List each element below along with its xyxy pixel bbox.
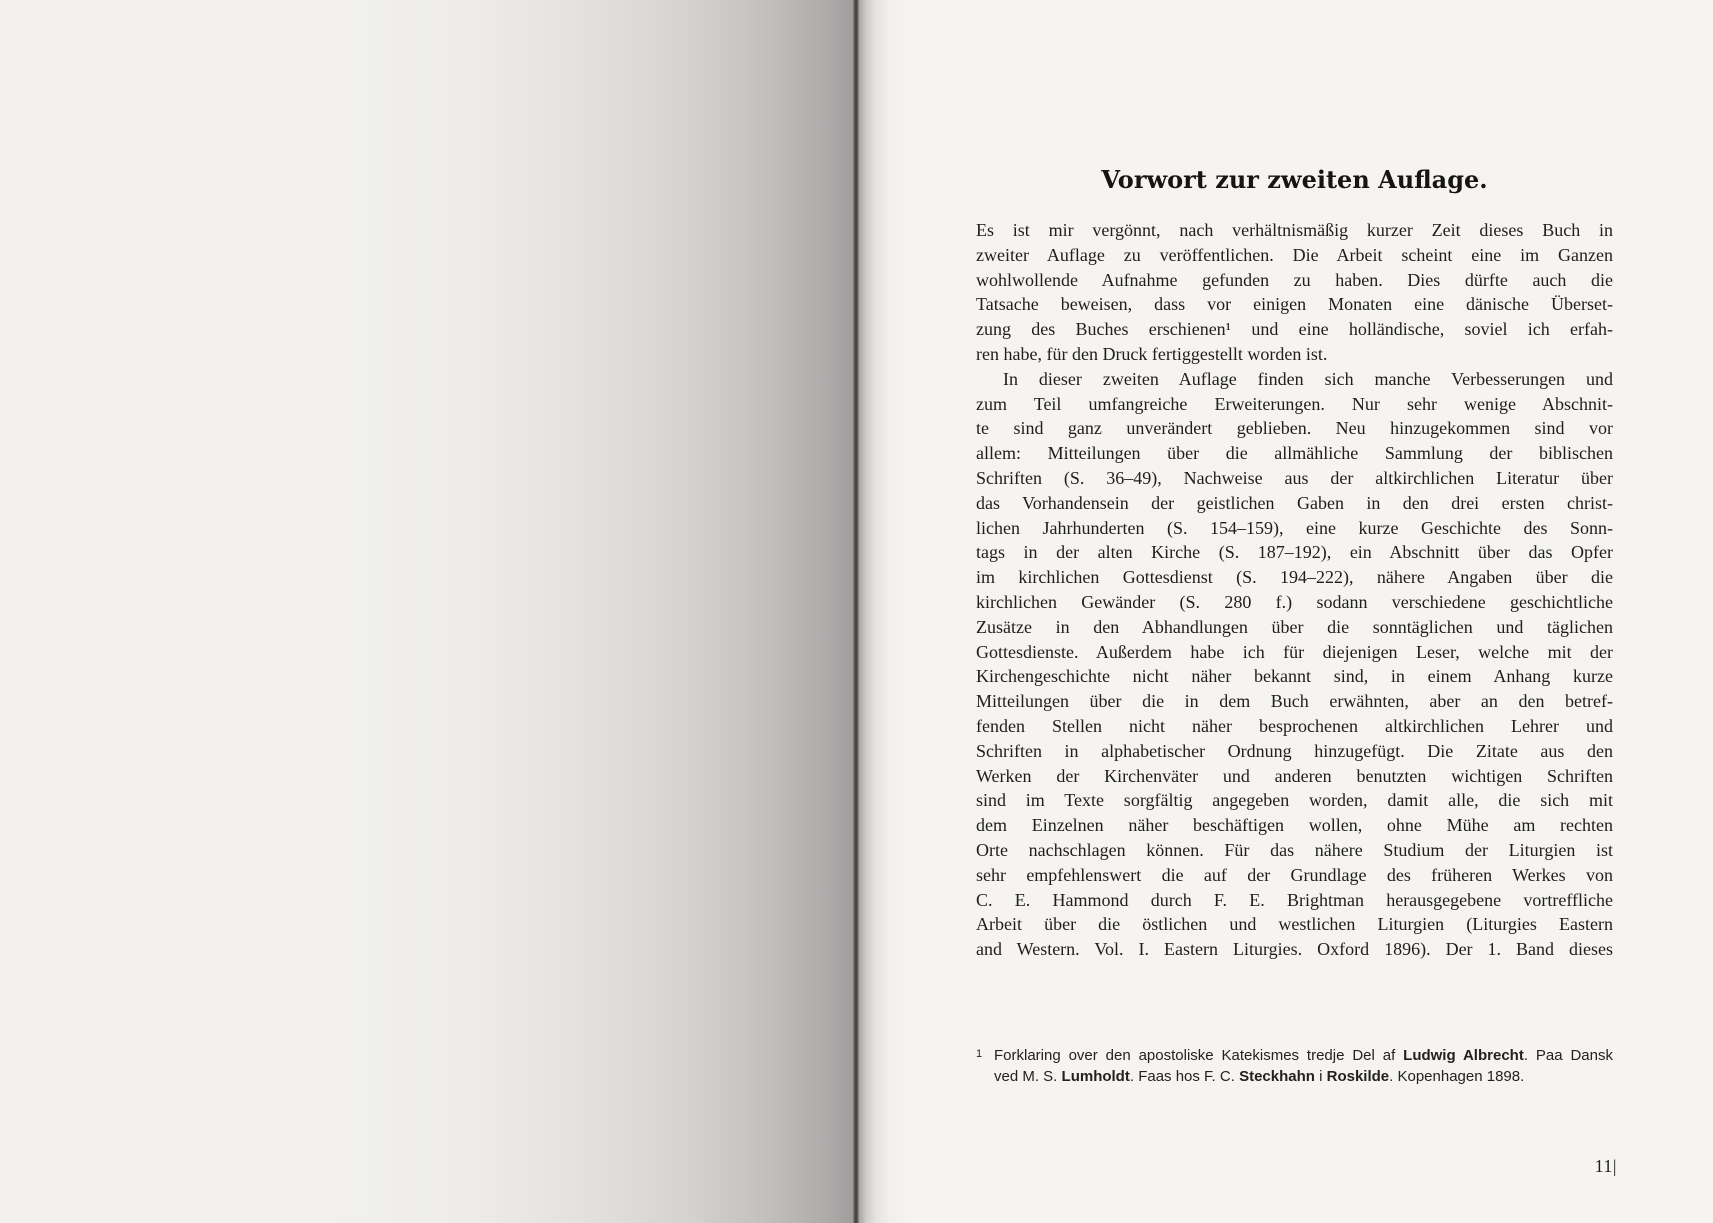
footnote-segment-bold: Ludwig Albrecht	[1403, 1046, 1524, 1064]
body-line: Kirchengeschichte nicht näher bekannt sind, in einem Anhang kurze	[976, 666, 1613, 687]
body-line: te sind ganz unverändert geblieben. Neu hinzugekommen sind vor	[976, 418, 1613, 439]
footnote-marker: 1	[976, 1047, 983, 1060]
body-line: ren habe, für den Druck fertiggestellt worden ist.	[976, 343, 1328, 364]
body-line: tags in der alten Kirche (S. 187–192), ein Abschnitt über das Opfer	[976, 542, 1613, 563]
body-line: das Vorhandensein der geistlichen Gaben in den drei ersten christ-	[976, 492, 1613, 513]
body-text	[976, 218, 1613, 962]
body-line: Gottesdienste. Außerdem habe ich für diejenigen Leser, welche mit der	[976, 641, 1613, 662]
footnote-segment: . Faas hos F. C.	[1129, 1067, 1240, 1085]
body-line: Arbeit über die östlichen und westlichen Liturgien (Liturgies Eastern	[976, 914, 1613, 935]
body-line: fenden Stellen nicht näher besprochenen altkirchlichen Lehrer und	[976, 715, 1613, 736]
body-line: zum Teil umfangreiche Erweiterungen. Nur sehr wenige Abschnit-	[976, 393, 1613, 414]
page-number: 11|	[1594, 1156, 1617, 1176]
left-page-blank	[0, 0, 853, 1223]
text-column	[976, 0, 1613, 1087]
body-line: wohlwollende Aufnahme gefunden zu haben. Dies dürfte auch die	[976, 269, 1613, 290]
body-line: Mitteilungen über die in dem Buch erwähnten, aber an den betref-	[976, 691, 1613, 712]
footnote-line	[994, 1045, 1613, 1066]
footnote-segment: ved M. S.	[994, 1067, 1062, 1085]
footnote-segment-bold: Lumholdt	[1061, 1067, 1130, 1085]
body-line: zung des Buches erschienen¹ und eine holländische, soviel ich erfah-	[976, 319, 1613, 340]
body-line: In dieser zweiten Auflage finden sich manche Verbesserungen und	[1003, 368, 1613, 389]
right-page	[859, 0, 1713, 1223]
page-title: Vorwort zur zweiten Auflage.	[1101, 165, 1488, 194]
footnote	[976, 1045, 1613, 1087]
footnote-marker-column	[976, 1045, 994, 1087]
body-line: Zusätze in den Abhandlungen über die sonntäglichen und täglichen	[976, 616, 1613, 637]
body-line: im kirchlichen Gottesdienst (S. 194–222), nähere Angaben über die	[976, 567, 1613, 588]
footnote-segment-bold: Roskilde	[1326, 1067, 1390, 1085]
body-line: Orte nachschlagen können. Für das nähere Studium der Liturgien ist	[976, 839, 1613, 860]
footnote-segment: . Kopenhagen 1898.	[1389, 1067, 1525, 1085]
body-line: Schriften in alphabetischer Ordnung hinzugefügt. Die Zitate aus den	[976, 740, 1613, 761]
footnote-segment: i	[1314, 1067, 1327, 1085]
body-line: sehr empfehlenswert die auf der Grundlage des früheren Werkes von	[976, 864, 1613, 885]
body-line: Schriften (S. 36–49), Nachweise aus der altkirchlichen Literatur über	[976, 467, 1613, 488]
footnote-segment: . Paa Dansk	[1523, 1046, 1613, 1064]
body-line: sind im Texte sorgfältig angegeben worden, damit alle, die sich mit	[976, 790, 1613, 811]
body-line: zweiter Auflage zu veröffentlichen. Die Arbeit scheint eine im Ganzen	[976, 244, 1613, 265]
footnote-segment: Forklaring over den apostoliske Katekismes tredje Del af	[994, 1046, 1404, 1064]
body-line: Tatsache beweisen, dass vor einigen Monaten eine dänische Überset-	[976, 294, 1613, 315]
body-line: Es ist mir vergönnt, nach verhältnismäßig kurzer Zeit dieses Buch in	[976, 220, 1613, 240]
footnote-segment-bold: Steckhahn	[1239, 1067, 1315, 1085]
body-line: kirchlichen Gewänder (S. 280 f.) sodann verschiedene geschichtliche	[976, 591, 1613, 612]
body-line: and Western. Vol. I. Eastern Liturgies. Oxford 1896). Der 1. Band dieses	[976, 939, 1613, 960]
body-line: C. E. Hammond durch F. E. Brightman herausgegebene vortreffliche	[976, 889, 1613, 910]
footnote-text	[994, 1045, 1613, 1087]
body-line: lichen Jahrhunderten (S. 154–159), eine kurze Geschichte des Sonn-	[976, 517, 1613, 538]
body-line: Werken der Kirchenväter und anderen benutzten wichtigen Schriften	[976, 765, 1613, 786]
footnote-line	[994, 1066, 1613, 1087]
body-line: allem: Mitteilungen über die allmähliche Sammlung der biblischen	[976, 443, 1613, 464]
body-line: dem Einzelnen näher beschäftigen wollen, ohne Mühe am rechten	[976, 815, 1613, 836]
